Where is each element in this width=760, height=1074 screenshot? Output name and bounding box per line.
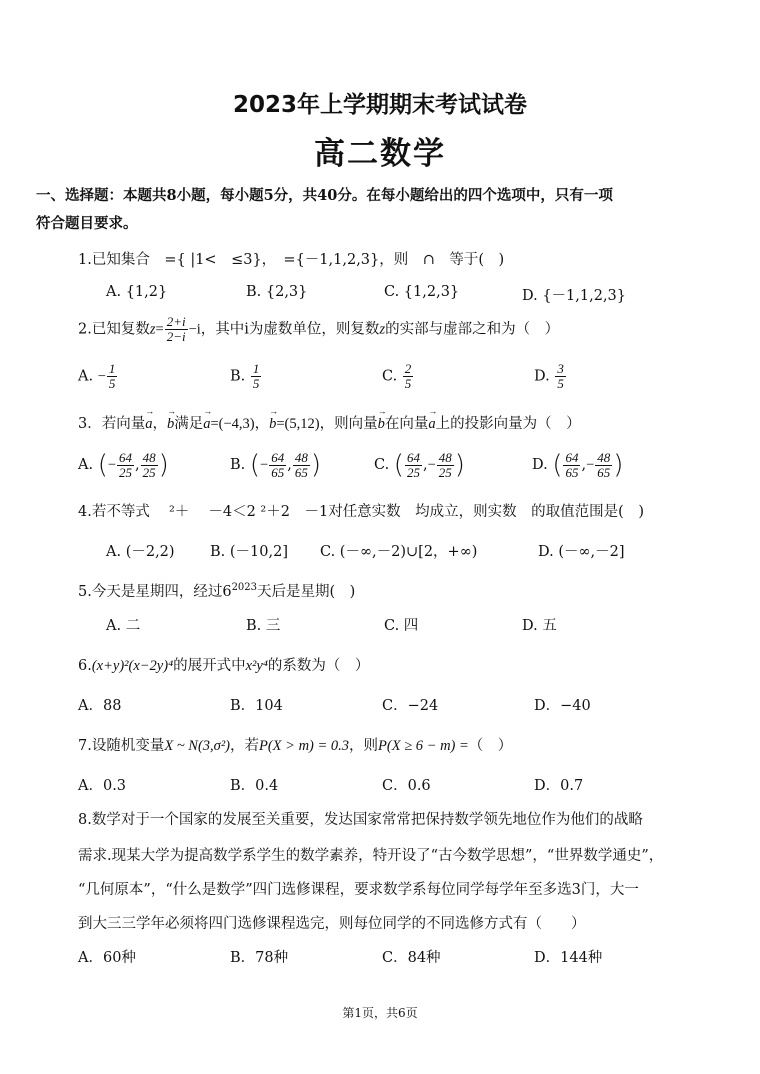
q2-text-a: 2.已知复数 <box>78 321 150 338</box>
q3-b-rparen: ) <box>310 450 321 480</box>
q2-b-num: 1 <box>252 361 260 376</box>
q3-b-value: =(5,12) <box>276 416 320 432</box>
q5-option-d: D. 五 <box>522 618 557 634</box>
q1-option-c: C. {1,2,3} <box>384 284 460 300</box>
q2-d-frac <box>555 362 566 391</box>
q2-d-den: 5 <box>557 376 564 391</box>
q6-option-a: A．88 <box>78 698 122 714</box>
q1-option-d: D. {－1,1,2,3} <box>522 288 627 304</box>
q3-c-f1 <box>405 451 422 480</box>
question-8-line4: 到大三三学年必须将四门选修课程选完，则每位同学的不同选修方式有（ ） <box>78 916 586 932</box>
q7-option-b: B．0.4 <box>230 778 279 794</box>
q8-option-b: B．78种 <box>230 950 289 966</box>
q3-b-label: B. <box>230 457 246 473</box>
q7-condition: P(X > m) = 0.3 <box>259 738 350 754</box>
q3-b-d1: 65 <box>271 464 285 480</box>
section-heading-line2: 符合题目要求。 <box>36 215 138 232</box>
q2-a-frac <box>107 362 118 391</box>
q7-text-c: ，则 <box>349 738 379 754</box>
q3-b-s1: − <box>260 457 269 473</box>
q3-d-label: D. <box>532 457 548 473</box>
q3-d-rparen: ) <box>613 450 624 480</box>
q3-text-e: 上的投影向量为（ ） <box>435 416 581 432</box>
q3-c-rparen: ) <box>454 450 465 480</box>
q6-expression: (x+y)²(x−2y)⁴ <box>91 658 174 674</box>
q3-text-a: 3．若向量 <box>78 416 146 432</box>
q6-option-b: B．104 <box>230 698 283 714</box>
q3-a-d1: 25 <box>119 464 133 480</box>
q3-c-s2: − <box>427 457 436 473</box>
q2-option-b <box>230 362 262 391</box>
q3-d-s2: − <box>586 457 595 473</box>
q7-text-a: 7.设随机变量 <box>78 738 165 754</box>
q3-d-d2: 65 <box>597 464 611 480</box>
q3-d-lparen: ( <box>552 450 563 480</box>
question-8-line2: 需求.现某大学为提高数学系学生的数学素养，特开设了“古今数学思想”，“世界数学通史”， <box>78 848 664 864</box>
q3-vec-b3: → b <box>378 416 385 433</box>
q2-text-c: 的实部与虚部之和为（ ） <box>385 321 560 338</box>
q1-option-a: A. {1,2} <box>106 284 168 300</box>
q3-option-a: A. (− $\frac{64}{25}$ , $\frac{48}{25}$ ) <box>78 449 169 480</box>
page-footer: 第1页，共6页 <box>342 1006 418 1020</box>
q2-b-frac <box>251 362 262 391</box>
q3-b-n2: 48 <box>294 449 308 465</box>
q3-a-n1: 64 <box>119 449 133 465</box>
q2-var-z: z <box>149 321 156 338</box>
q5-text-a: 5.今天是星期四，经过6 <box>78 584 232 600</box>
q3-d-n1: 64 <box>565 449 579 465</box>
q3-a-s1: − <box>107 457 117 473</box>
q4-option-c: C. (－∞,－2)∪[2，+∞) <box>320 544 478 560</box>
q3-vec-a2: → a <box>203 416 210 433</box>
q5-option-b: B. 三 <box>246 618 281 634</box>
q7-option-d: D．0.7 <box>534 778 584 794</box>
question-6-stem <box>78 654 369 675</box>
q6-text-b: 的展开式中 <box>173 658 246 674</box>
q6-term: x²y⁴ <box>245 658 268 674</box>
q8-option-d: D．144种 <box>534 950 603 966</box>
question-7-stem <box>78 734 512 755</box>
q7-text-d: （ ） <box>468 738 513 754</box>
q3-d-f1 <box>563 451 580 480</box>
q8-option-c: C．84种 <box>382 950 441 966</box>
q4-option-b: B. (－10,2] <box>210 544 288 560</box>
q2-fraction <box>165 315 188 344</box>
question-4-stem: 4.若不等式 ²＋ －4＜2 ²＋2 －1对任意实数 均成立，则实数 的取值范围是( ) <box>78 504 644 520</box>
q6-text-c: 的系数为（ ） <box>267 658 370 674</box>
q3-b-n1: 64 <box>271 449 285 465</box>
q3-c-n1: 64 <box>406 449 420 465</box>
q2-text-b: ，其中i为虚数单位，则复数 <box>200 321 380 338</box>
q2-c-num: 2 <box>404 361 412 376</box>
q2-minus-i: −i <box>188 321 201 338</box>
question-2-stem <box>78 315 559 344</box>
subject-title: 高二数学 <box>314 136 446 172</box>
q3-d-d1: 65 <box>565 464 579 480</box>
q5-option-c: C. 四 <box>384 618 419 634</box>
q3-text-d: 在向量 <box>384 416 429 432</box>
q3-c-d2: 25 <box>438 464 452 480</box>
question-8-line1: 8.数学对于一个国家的发展至关重要，发达国家常常把保持数学领先地位作为他们的战略 <box>78 812 643 828</box>
q8-option-a: A．60种 <box>78 950 136 966</box>
question-5-stem <box>78 580 355 601</box>
q2-d-num: 3 <box>557 361 564 376</box>
q2-frac-num: 2+i <box>166 314 186 329</box>
q2-c-label: C. <box>382 368 398 385</box>
q2-b-label: B. <box>230 368 246 385</box>
q3-a-f2 <box>141 451 158 480</box>
q2-option-a <box>78 362 118 391</box>
exam-title: 2023年上学期期末考试试卷 <box>232 92 527 118</box>
q2-option-c <box>382 362 414 391</box>
q2-frac-den: 2−i <box>166 329 186 344</box>
q3-c-f2 <box>437 451 454 480</box>
q3-d-n2: 48 <box>597 449 611 465</box>
q2-a-label: A. <box>78 368 94 385</box>
q5-option-a: A. 二 <box>106 618 141 634</box>
q3-a-label: A. <box>78 457 94 473</box>
q3-a-rparen: ) <box>158 450 169 480</box>
q3-c-label: C. <box>374 457 390 473</box>
q3-comma2: ， <box>254 416 270 432</box>
q3-c-n2: 48 <box>438 449 452 465</box>
q3-b-lparen: ( <box>249 450 261 480</box>
q7-ask: P(X ≥ 6 − m) = <box>378 738 469 754</box>
q2-b-den: 5 <box>252 376 260 391</box>
q3-b-d2: 65 <box>294 464 308 480</box>
q3-a-f1 <box>117 451 134 480</box>
q3-text-c: ，则向量 <box>319 416 378 432</box>
q3-option-d: D. ( $\frac{64}{65}$ ,− $\frac{48}{65}$ ) <box>532 449 624 480</box>
question-3-stem <box>78 412 581 433</box>
q2-var-z2: z <box>379 321 386 338</box>
q3-c-d1: 25 <box>406 464 420 480</box>
q3-vec-b: → b <box>167 416 174 433</box>
q3-option-b: B. (− $\frac{64}{65}$ , $\frac{48}{65}$ ) <box>230 449 321 480</box>
q3-d-f2 <box>595 451 612 480</box>
q7-distribution: X ~ N(3,σ²) <box>164 738 230 754</box>
question-1-stem: 1.已知集合 ={ |1< ≤3}， ={－1,1,2,3}，则 ∩ 等于( ) <box>78 252 505 268</box>
q6-option-c: C．−24 <box>382 698 439 714</box>
q3-a-lparen: ( <box>97 450 108 480</box>
q3-vec-a: → a <box>145 416 152 433</box>
q2-a-den: 5 <box>108 376 116 391</box>
q3-comma: ， <box>152 416 167 432</box>
q5-exponent: 2023 <box>231 582 258 594</box>
q7-option-a: A．0.3 <box>78 778 127 794</box>
q6-option-d: D．−40 <box>534 698 591 714</box>
q3-option-c: C. ( $\frac{64}{25}$ ,− $\frac{48}{25}$ ) <box>374 449 465 480</box>
q5-text-b: 天后是星期( ) <box>257 584 356 600</box>
q3-vec-b2: → b <box>269 416 276 433</box>
q1-option-b: B. {2,3} <box>246 284 308 300</box>
q3-b-f2 <box>293 451 310 480</box>
q2-c-frac <box>403 362 414 391</box>
q4-option-a: A. (－2,2) <box>106 544 175 560</box>
question-8-line3: “几何原本”，“什么是数学”四门选修课程，要求数学系每位同学每学年至多选3门，大一 <box>78 882 639 898</box>
q3-a-value: =(−4,3) <box>210 416 255 432</box>
q2-option-d <box>534 362 567 391</box>
q7-text-b: ，若 <box>230 738 259 754</box>
q3-b-f1 <box>269 451 286 480</box>
section-heading-line1: 一、选择题：本题共8小题，每小题5分，共40分。在每小题给出的四个选项中，只有一项 <box>36 187 613 204</box>
q3-a-n2: 48 <box>142 449 156 465</box>
q2-a-sign: − <box>97 368 106 385</box>
q7-option-c: C．0.6 <box>382 778 431 794</box>
q2-a-num: 1 <box>108 361 116 376</box>
q3-vec-a3: → a <box>428 416 435 433</box>
q4-option-d: D. (－∞,－2] <box>538 544 625 560</box>
q3-text-b: 满足 <box>174 416 204 432</box>
q2-c-den: 5 <box>404 376 412 391</box>
q2-d-label: D. <box>534 368 550 385</box>
q3-c-lparen: ( <box>393 450 404 480</box>
q3-a-d2: 25 <box>142 464 156 480</box>
q6-text-a: 6. <box>78 658 92 674</box>
q2-eq: = <box>155 321 164 338</box>
